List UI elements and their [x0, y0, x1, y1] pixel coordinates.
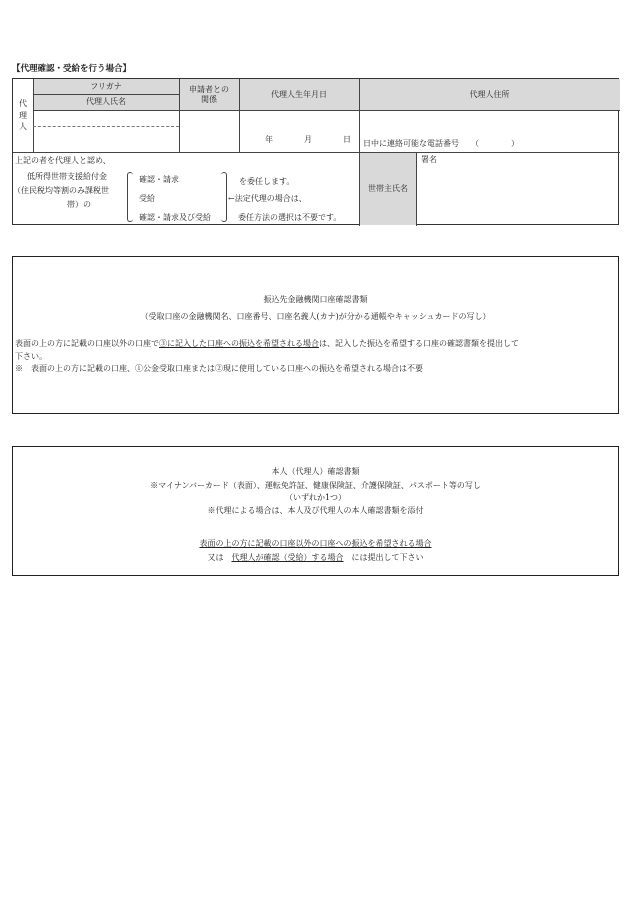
- method-note: 委任方法の選択は不要です。: [238, 213, 342, 222]
- address-header: 代理人住所: [359, 79, 620, 110]
- right-brace: [221, 172, 227, 222]
- bank-docs-subtitle: （受取口座の金融機関名、口座番号、口座名義人(カナ)が分かる通帳やキャッシュカードの写し）: [140, 312, 491, 321]
- id-docs-line5: 又は 代理人が確認（受給）する場合 には提出して下さい: [207, 553, 424, 562]
- legal-agent-note: ←法定代理の場合は、: [228, 194, 307, 203]
- agent-table: [12, 78, 619, 225]
- delegation-line2: 低所得世帯支援給付金: [27, 172, 107, 181]
- delegation-line4: 帯）の: [67, 200, 91, 209]
- option-confirm-request: 確認・請求: [139, 175, 179, 184]
- agent-side-label: 代 理 人: [19, 99, 27, 132]
- day-label: 日: [343, 135, 351, 145]
- identity-docs-box: [12, 446, 619, 576]
- bank-docs-note: ※ 表面の上の方に記載の口座、①公金受取口座または②現に使用している口座への振込を希望される場合は不要: [15, 364, 423, 373]
- birth-date-header: 代理人生年月日: [239, 79, 359, 110]
- daytime-phone-label: 日中に連絡可能な電話番号 （ ）: [363, 139, 519, 148]
- bank-docs-title: 振込先金融機関口座確認書類: [263, 295, 368, 304]
- signature-label: 署名: [421, 155, 437, 164]
- relation-header: 申請者との 関係: [179, 79, 239, 110]
- entrust-text: を委任します。: [239, 177, 295, 186]
- id-docs-line2: （いずれか1つ）: [284, 493, 347, 502]
- bank-account-docs-box: [12, 256, 619, 414]
- delegation-line3: （住民税均等割のみ課税世: [13, 186, 109, 195]
- section-title: 【代理確認・受給を行う場合】: [12, 64, 132, 74]
- id-docs-underline: 代理人が確認（受給）する場合: [231, 553, 344, 562]
- left-brace: [127, 172, 133, 222]
- bank-docs-underline: ③に記入した口座への振込を希望される場合: [159, 339, 319, 348]
- option-both: 確認・請求及び受給: [139, 213, 211, 222]
- furigana-header: フリガナ: [33, 79, 179, 94]
- bank-docs-paragraph-line2: 下さい。: [15, 352, 47, 361]
- month-label: 月: [304, 135, 312, 145]
- year-label: 年: [265, 135, 273, 145]
- bank-docs-paragraph: 表面の上の方に記載の口座以外の口座で③に記入した口座への振込を希望される場合は、記入した振込を希望する口座の確認書類を提出して: [15, 339, 519, 348]
- option-receive: 受給: [139, 194, 155, 203]
- id-docs-line4: 表面の上の方に記載の口座以外の口座への振込を希望される場合: [199, 539, 432, 548]
- delegation-line1: 上記の者を代理人と認め、: [15, 156, 111, 165]
- householder-name-label: 世帯主氏名: [360, 153, 416, 225]
- id-docs-line3: ※代理による場合は、本人及び代理人の本人確認書類を添付: [207, 506, 424, 515]
- id-docs-line1: ※マイナンバーカード（表面）、運転免許証、健康保険証、介護保険証、パスポート等の写し: [150, 481, 481, 490]
- id-docs-title: 本人（代理人）確認書類: [271, 467, 360, 476]
- agent-name-header: 代理人氏名: [33, 94, 179, 110]
